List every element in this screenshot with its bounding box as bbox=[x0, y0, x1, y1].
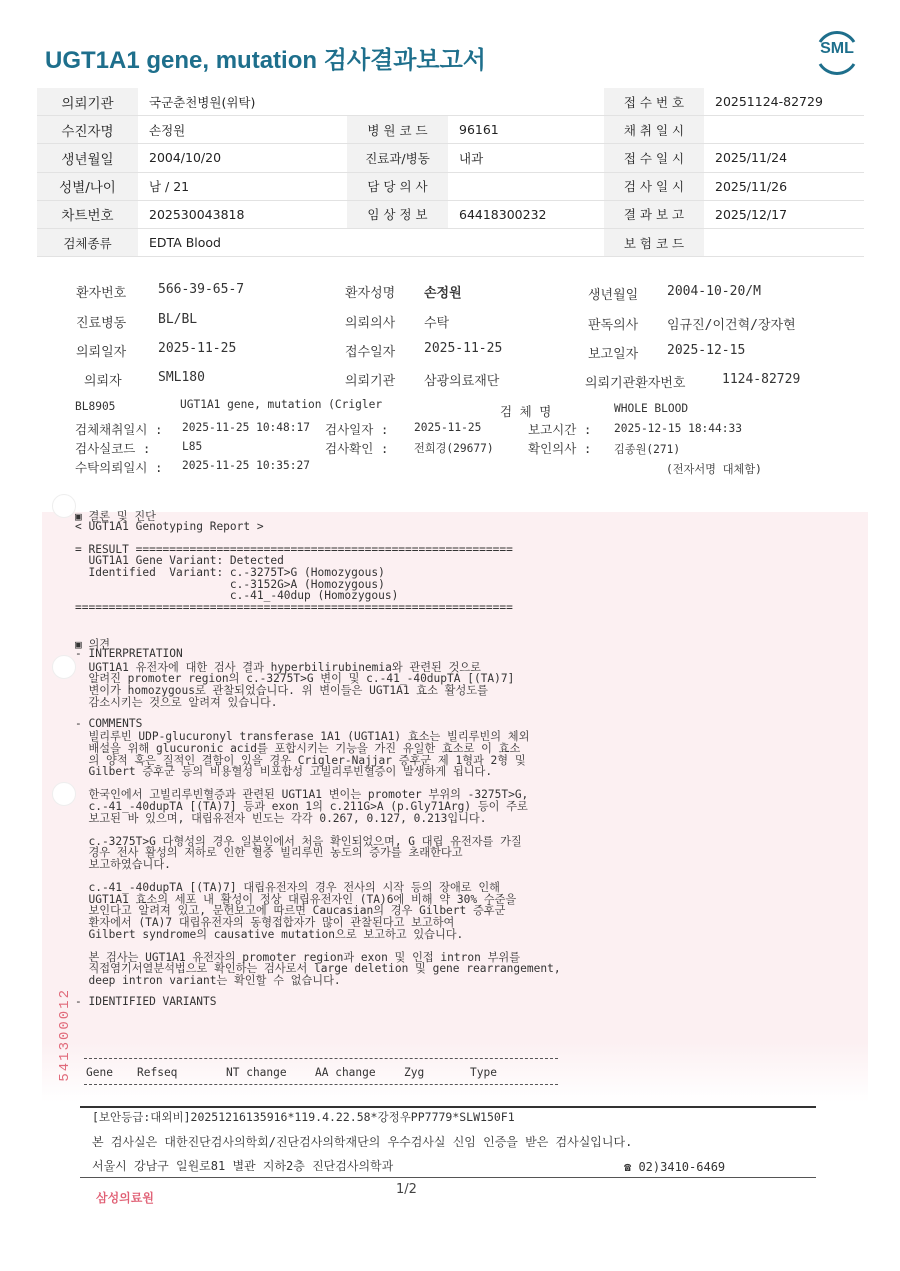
hdr-label: 의뢰기관환자번호 bbox=[585, 376, 686, 391]
info-value: 손정원 bbox=[138, 116, 347, 144]
variant-col: NT change bbox=[226, 1066, 287, 1079]
info-value: 2025/11/26 bbox=[704, 172, 864, 200]
variant-top-rule bbox=[84, 1058, 558, 1059]
info-value: 64418300232 bbox=[448, 200, 604, 228]
specimen-label: 검 체 명 bbox=[500, 404, 552, 419]
info-value bbox=[704, 228, 864, 256]
variant-col: Refseq bbox=[137, 1066, 178, 1079]
info-label: 차트번호 bbox=[37, 200, 138, 228]
report-line: ▣ 의견 bbox=[75, 637, 111, 651]
report-line: 직접염기서열분석법으로 확인하는 검사로서 large deletion 및 gene rearrangement, bbox=[75, 962, 561, 976]
variant-col: Zyg bbox=[404, 1066, 425, 1079]
hdr-label: 의뢰일자 bbox=[76, 345, 127, 360]
report-line: 변이가 homozygous로 관찰되었습니다. 위 변이들은 UGT1A1 효소 활성도를 bbox=[75, 684, 488, 697]
test-code: BL8905 bbox=[75, 400, 116, 413]
info-label: 진료과/병동 bbox=[347, 144, 448, 172]
esign-note: (전자서명 대체함) bbox=[666, 463, 762, 476]
hdr-value: BL/BL bbox=[158, 312, 198, 327]
security-line: [보안등급:대외비]20251216135916*119.4.22.58*강정우PP7779*SLW150F1 bbox=[92, 1110, 515, 1124]
page-number: 1/2 bbox=[396, 1182, 417, 1197]
certification-text: 본 검사실은 대한진단검사의학회/진단검사의학재단의 우수검사실 신임 인증을 받은 검사실입니다. bbox=[92, 1135, 633, 1149]
hdr-value: 2004-10-20/M bbox=[667, 284, 761, 299]
report-line: 보인다고 알려져 있고, 문헌보고에 따르면 Caucasian의 경우 Gilbert 증후군 bbox=[75, 904, 506, 918]
report-line: 보고하였습니다. bbox=[75, 858, 171, 871]
hdr-label: 생년월일 bbox=[588, 288, 639, 303]
report-line: 빌리루빈 UDP-glucuronyl transferase 1A1 (UGT1A1) 효소는 빌리루빈의 체외 bbox=[75, 730, 530, 744]
report-line: - COMMENTS bbox=[75, 716, 143, 730]
info-row bbox=[37, 88, 864, 116]
info-row bbox=[37, 200, 864, 228]
meta-label: 수탁의뢰일시 : bbox=[75, 460, 163, 475]
meta-value: 2025-11-25 10:48:17 bbox=[182, 421, 310, 434]
hdr-label: 접수일자 bbox=[345, 345, 396, 360]
report-line: deep intron variant는 확인할 수 없습니다. bbox=[75, 974, 341, 987]
punch-hole bbox=[52, 494, 76, 518]
report-line: c.-41_-40dupTA [(TA)7] 등과 exon 1의 c.211G>A (p.Gly71Arg) 등이 주로 bbox=[75, 800, 528, 813]
lab-phone: ☎ 02)3410-6469 bbox=[624, 1160, 726, 1174]
punch-hole bbox=[52, 782, 76, 806]
meta-value: 김종원(271) bbox=[614, 443, 681, 456]
info-label: 접 수 일 시 bbox=[604, 144, 704, 172]
info-label: 담 당 의 사 bbox=[347, 172, 448, 200]
info-label: 성별/나이 bbox=[37, 172, 138, 200]
report-line: ================================================================= bbox=[75, 600, 513, 614]
hdr-value: 1124-82729 bbox=[722, 372, 801, 387]
variant-col: Gene bbox=[86, 1066, 113, 1079]
side-serial: 541300012 bbox=[57, 988, 73, 1082]
info-row bbox=[37, 116, 864, 144]
meta-value: L85 bbox=[182, 440, 203, 453]
variant-col: AA change bbox=[315, 1066, 376, 1079]
info-label: 검체종류 bbox=[37, 228, 138, 256]
punch-hole bbox=[52, 655, 76, 679]
report-line: - INTERPRETATION bbox=[75, 647, 183, 661]
patient-info-table bbox=[37, 88, 864, 257]
report-title: UGT1A1 gene, mutation 검사결과보고서 bbox=[45, 47, 486, 74]
meta-value: 전희경(29677) bbox=[414, 442, 494, 455]
hdr-label: 의뢰자 bbox=[84, 374, 122, 389]
info-row bbox=[37, 228, 864, 256]
hdr-label: 보고일자 bbox=[588, 347, 639, 362]
hospital-name: 삼성의료원 bbox=[96, 1191, 154, 1205]
report-line: 경우 전사 활성의 저하로 인한 혈중 빌리루빈 농도의 증가를 초래한다고 bbox=[75, 846, 463, 860]
info-value: 2025/12/17 bbox=[704, 200, 864, 228]
hdr-label: 판독의사 bbox=[588, 318, 639, 333]
report-line: 본 검사는 UGT1A1 유전자의 promoter region과 exon 및 인접 intron 부위를 bbox=[75, 950, 520, 964]
report-line: c.-3275T>G 다형성의 경우 일본인에서 처음 확인되었으며, G 대립 유전자를 가질 bbox=[75, 834, 522, 848]
info-value bbox=[448, 88, 604, 116]
hdr-value: 2025-11-25 bbox=[424, 341, 503, 356]
report-line: Gilbert syndrome의 causative mutation으로 보고하고 있습니다. bbox=[75, 927, 464, 941]
hdr-label: 의뢰기관 bbox=[345, 374, 396, 389]
info-label: 검 사 일 시 bbox=[604, 172, 704, 200]
report-line: UGT1A1 Gene Variant: Detected bbox=[75, 554, 284, 568]
info-label: 수진자명 bbox=[37, 116, 138, 144]
report-line: Identified Variant: c.-3275T>G (Homozygous) bbox=[75, 566, 385, 579]
report-line: 알려진 promoter region의 c.-3275T>G 변이 및 c.-41_-40dupTA [(TA)7] bbox=[75, 672, 515, 686]
info-value: EDTA Blood bbox=[138, 228, 347, 256]
info-value bbox=[704, 116, 864, 144]
info-value: 96161 bbox=[448, 116, 604, 144]
hdr-value: 임규진/이건혁/장자현 bbox=[667, 318, 796, 333]
meta-label: 검사일자 : bbox=[325, 422, 389, 437]
hdr-label: 의뢰의사 bbox=[345, 316, 396, 331]
info-value: 남 / 21 bbox=[138, 172, 347, 200]
info-label bbox=[347, 88, 448, 116]
info-value: 내과 bbox=[448, 144, 604, 172]
info-value bbox=[448, 228, 604, 256]
meta-value: 2025-11-25 10:35:27 bbox=[182, 459, 310, 472]
info-label: 접 수 번 호 bbox=[604, 88, 704, 116]
footer-rule bbox=[80, 1106, 816, 1108]
report-line: c.-41_-40dup (Homozygous) bbox=[75, 589, 399, 603]
hdr-value: 수탁 bbox=[424, 316, 450, 331]
info-value bbox=[448, 172, 604, 200]
info-value: 202530043818 bbox=[138, 200, 347, 228]
info-row bbox=[37, 144, 864, 172]
report-line: ▣ 결론 및 진단 bbox=[75, 510, 156, 523]
hdr-label: 진료병동 bbox=[76, 316, 127, 331]
info-label: 병 원 코 드 bbox=[347, 116, 448, 144]
report-line: 감소시키는 것으로 알려져 있습니다. bbox=[75, 695, 278, 709]
report-line: Gilbert 증후군 등의 비용혈성 비포합성 고빌리루빈혈증이 발생하게 됩니다. bbox=[75, 765, 493, 779]
hdr-value: 삼광의료재단 bbox=[424, 374, 500, 389]
info-value: 국군춘천병원(위탁) bbox=[138, 88, 347, 116]
hdr-label: 환자성명 bbox=[345, 286, 396, 301]
specimen-value: WHOLE BLOOD bbox=[614, 402, 689, 415]
logo-text: SML bbox=[820, 40, 854, 57]
variant-col: Type bbox=[470, 1066, 497, 1079]
report-line: < UGT1A1 Genotyping Report > bbox=[75, 519, 264, 533]
meta-label: 검사확인 : bbox=[325, 441, 389, 456]
report-line: 의 양적 혹은 질적인 결함이 있을 경우 Crigler-Najjar 증후군 제 1형과 2형 및 bbox=[75, 753, 526, 767]
hdr-value: 2025-11-25 bbox=[158, 341, 237, 356]
report-line: 보고된 바 있으며, 대립유전자 빈도는 각각 0.267, 0.127, 0.213입니다. bbox=[75, 811, 487, 825]
meta-value: 2025-11-25 bbox=[414, 421, 482, 434]
hdr-value: 566-39-65-7 bbox=[158, 282, 245, 297]
meta-label: 확인의사 : bbox=[528, 441, 592, 456]
lab-address: 서울시 강남구 일원로81 별관 지하2층 진단검사의학과 bbox=[92, 1159, 394, 1173]
report-line: UGT1A1 유전자에 대한 검사 결과 hyperbilirubinemia와 관련된 것으로 bbox=[75, 660, 481, 674]
hdr-value: SML180 bbox=[158, 370, 205, 385]
info-label bbox=[347, 228, 448, 256]
info-row bbox=[37, 172, 864, 200]
info-value: 20251124-82729 bbox=[704, 88, 864, 116]
report-line: UGT1A1 효소의 세포 내 활성이 정상 대립유전자인 (TA)6에 비해 약 30% 수준을 bbox=[75, 892, 517, 906]
hdr-value: 손정원 bbox=[424, 286, 462, 301]
report-line: 한국인에서 고빌리루빈혈증과 관련된 UGT1A1 변이는 promoter 부위의 -3275T>G, bbox=[75, 788, 529, 802]
hdr-value: 2025-12-15 bbox=[667, 343, 746, 358]
test-name: UGT1A1 gene, mutation (Crigler bbox=[180, 398, 383, 411]
meta-label: 보고시간 : bbox=[528, 422, 592, 437]
meta-label: 검체채취일시 : bbox=[75, 422, 163, 437]
meta-value: 2025-12-15 18:44:33 bbox=[614, 422, 742, 435]
report-line: 환자에서 (TA)7 대립유전자의 동형접합자가 많이 관찰된다고 보고하여 bbox=[75, 916, 455, 929]
info-label: 의뢰기관 bbox=[37, 88, 138, 116]
info-value: 2025/11/24 bbox=[704, 144, 864, 172]
report-line: c.-3152G>A (Homozygous) bbox=[75, 577, 385, 591]
info-value: 2004/10/20 bbox=[138, 144, 347, 172]
info-label: 결 과 보 고 bbox=[604, 200, 704, 228]
info-label: 보 험 코 드 bbox=[604, 228, 704, 256]
meta-label: 검사실코드 : bbox=[75, 441, 151, 456]
report-line: - IDENTIFIED VARIANTS bbox=[75, 995, 217, 1009]
sml-logo bbox=[812, 30, 862, 76]
report-line: 배설을 위해 glucuronic acid를 포합시키는 기능을 가진 유일한 효소로 이 효소 bbox=[75, 742, 521, 755]
info-label: 생년월일 bbox=[37, 144, 138, 172]
footer-rule-2 bbox=[80, 1177, 816, 1178]
info-label: 임 상 정 보 bbox=[347, 200, 448, 228]
report-line: c.-41_-40dupTA [(TA)7] 대립유전자의 경우 전사의 시작 등의 장애로 인해 bbox=[75, 881, 500, 895]
report-line: = RESULT ======================================================== bbox=[75, 542, 513, 556]
variant-bottom-rule bbox=[84, 1084, 558, 1085]
hdr-label: 환자번호 bbox=[76, 286, 127, 301]
info-label: 채 취 일 시 bbox=[604, 116, 704, 144]
